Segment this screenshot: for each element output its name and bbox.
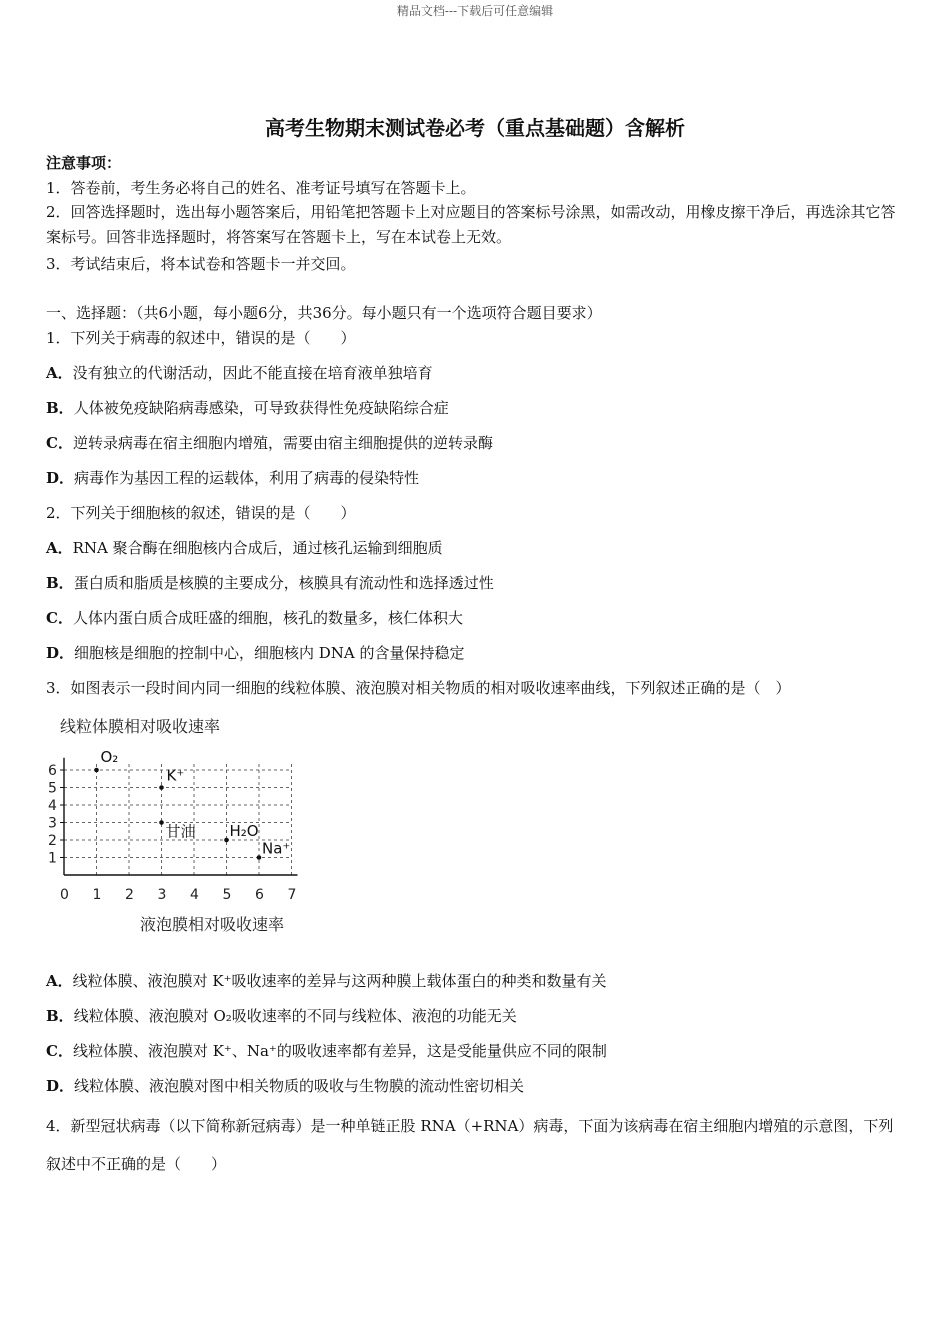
option-d: D．病毒作为基因工程的运载体，利用了病毒的侵染特性 [46,469,420,487]
chart-x-tick-label: 7 [287,887,297,903]
question-stem: 4．新型冠状病毒（以下简称新冠病毒）是一种单链正股 RNA（+RNA）病毒，下面为该病毒在宿主细胞内增殖的示意图，下列叙述中不正确的是（ ） [46,1117,894,1173]
chart-y-tick-label: 1 [48,850,57,867]
question-stem: 2．下列关于细胞核的叙述，错误的是（ ） [46,504,356,522]
chart-x-tick-label: 4 [190,887,199,903]
option-a: A．没有独立的代谢活动，因此不能直接在培育液单独培育 [46,364,433,382]
page-title: 高考生物期末测试卷必考（重点基础题）含解析 [265,116,685,140]
chart-data-point [94,768,99,773]
notice-item: 2．回答选择题时，选出每小题答案后，用铅笔把答题卡上对应题目的答案标号涂黑，如需改动，用橡皮擦干净后，再选涂其它答案标号。回答非选择题时，将答案写在答题卡上，写在本试卷上无效。 [46,203,896,246]
chart-y-axis-label: 线粒体膜相对吸收速率 [60,717,221,736]
chart-point-label: K⁺ [166,766,185,785]
notice-heading: 注意事项： [46,154,122,172]
option-b: B．蛋白质和脂质是核膜的主要成分，核膜具有流动性和选择透过性 [46,574,494,592]
chart-y-tick-label: 2 [48,833,57,849]
chart-data-point [257,855,262,860]
chart-point-label: H₂O [229,822,259,840]
option-c: C．逆转录病毒在宿主细胞内增殖，需要由宿主细胞提供的逆转录酶 [46,434,493,452]
chart-point-label: 甘油 [165,822,196,841]
chart-point-label: Na⁺ [262,839,291,858]
option-b: B．线粒体膜、液泡膜对 O₂吸收速率的不同与线粒体、液泡的功能无关 [46,1007,517,1025]
chart-x-axis-label: 液泡膜相对吸收速率 [140,915,285,934]
page-header: 精品文档---下载后可任意编辑 [396,4,554,18]
question-stem: 1．下列关于病毒的叙述中，错误的是（ ） [46,329,356,347]
chart-x-tick-label: 6 [255,887,264,903]
option-d: D．细胞核是细胞的控制中心，细胞核内 DNA 的含量保持稳定 [46,644,465,662]
option-c: C．人体内蛋白质合成旺盛的细胞，核孔的数量多，核仁体积大 [46,609,463,627]
chart-data-point [159,785,164,790]
option-c: C．线粒体膜、液泡膜对 K⁺、Na⁺的吸收速率都有差异，这是受能量供应不同的限制 [46,1042,607,1060]
chart-x-tick-label: 3 [157,887,167,903]
chart-point-label: O₂ [100,748,119,766]
chart-y-tick-label: 4 [48,798,57,814]
chart-x-tick-label: 5 [222,887,232,903]
chart-y-tick-label: 3 [48,815,57,832]
chart-x-tick-label: 1 [92,887,102,903]
chart-y-tick-label: 5 [48,780,57,797]
notice-item: 3．考试结束后，将本试卷和答题卡一并交回。 [46,255,356,273]
chart-x-tick-label: 2 [125,887,134,903]
chart-data-point [224,838,229,843]
question-stem: 3．如图表示一段时间内同一细胞的线粒体膜、液泡膜对相关物质的相对吸收速率曲线，下列叙述正确的是（ ） [46,679,791,697]
option-d: D．线粒体膜、液泡膜对图中相关物质的吸收与生物膜的流动性密切相关 [46,1077,525,1095]
option-b: B．人体被免疫缺陷病毒感染，可导致获得性免疫缺陷综合症 [46,399,449,417]
option-a: A．RNA 聚合酶在细胞核内合成后，通过核孔运输到细胞质 [46,539,443,557]
absorption-rate-chart [42,712,312,942]
chart-y-tick-label: 6 [48,763,57,779]
chart-data-point [159,820,164,825]
section-heading: 一、选择题：（共6小题，每小题6分，共36分。每小题只有一个选项符合题目要求） [46,304,602,322]
notice-item: 1．答卷前，考生务必将自己的姓名、准考证号填写在答题卡上。 [46,179,476,197]
chart-x-tick-label: 0 [60,887,69,903]
option-a: A．线粒体膜、液泡膜对 K⁺吸收速率的差异与这两种膜上载体蛋白的种类和数量有关 [46,972,607,990]
